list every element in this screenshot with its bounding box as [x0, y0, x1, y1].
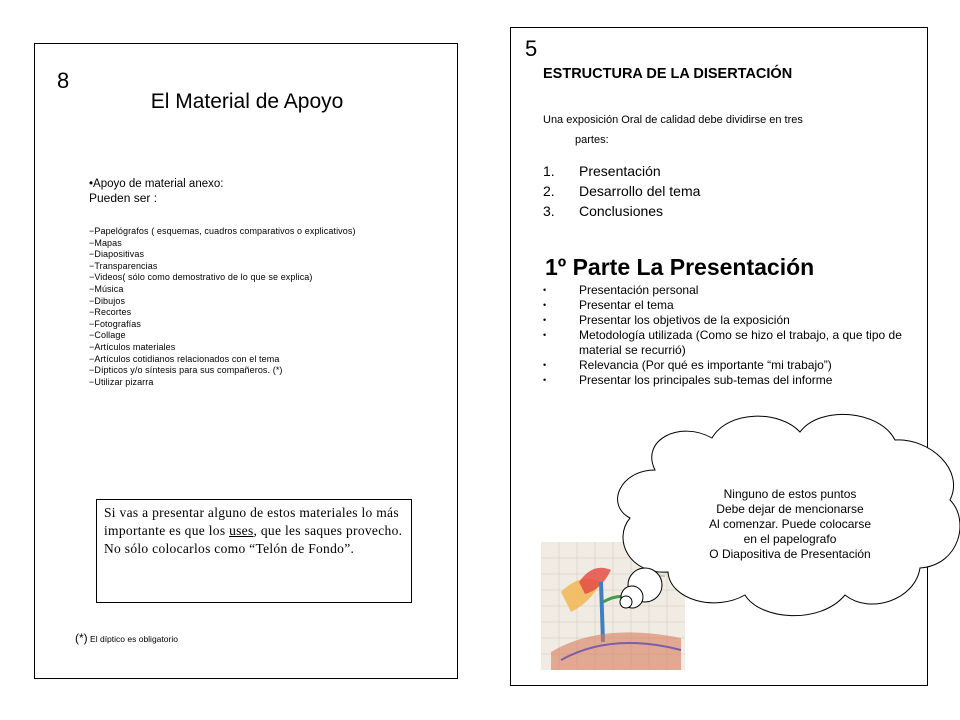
cloud-line: O Diapositiva de Presentación [709, 547, 871, 561]
right-slide-number: 5 [525, 36, 538, 61]
material-item: − Artículos cotidianos relacionados con el tema [89, 354, 356, 366]
intro-line-2: Pueden ser : [89, 191, 158, 205]
material-item: − Transparencias [89, 261, 356, 273]
note-text-before: Si vas a presentar alguno de estos materiales lo más importante es que los [104, 505, 399, 538]
material-item: − Recortes [89, 307, 356, 319]
intro-line-1: Apoyo de material anexo: [93, 178, 224, 190]
material-item: − Utilizar pizarra [89, 377, 356, 389]
part-number: 1. [543, 163, 555, 179]
note-underlined: uses [229, 523, 254, 538]
material-item: − Collage [89, 330, 356, 342]
part-number: 3. [543, 203, 555, 219]
cloud-line: Debe dejar de mencionarse [716, 502, 864, 516]
presentation-bullet: • Presentar los principales sub-temas del informe [543, 373, 903, 388]
material-item: − Papelógrafos ( esquemas, cuadros comparativos o explicativos) [89, 226, 356, 238]
material-item: − Artículos materiales [89, 342, 356, 354]
cloud-line: Al comenzar. Puede colocarse [708, 517, 872, 531]
presentation-bullet: • Presentación personal [543, 283, 903, 298]
cloud-line: en el papelografo [743, 532, 837, 546]
right-slide-heading: ESTRUCTURA DE LA DISERTACIÓN [543, 66, 793, 82]
bullet-dot-icon: • [89, 178, 94, 190]
right-intro-line-2: partes: [575, 134, 609, 146]
footnote-mark: (*) [75, 631, 88, 645]
material-item: − Diapositivas [89, 249, 356, 261]
part-title: 1º Parte La Presentación [545, 254, 815, 280]
part-label: Desarrollo del tema [579, 183, 701, 199]
material-item: − Mapas [89, 238, 356, 250]
material-item: − Videos( sólo como demostrativo de lo que se explica) [89, 272, 356, 284]
part-label: Conclusiones [579, 203, 664, 219]
part-number: 2. [543, 183, 555, 199]
left-slide-number: 8 [57, 68, 70, 93]
cloud-callout-text [680, 487, 900, 562]
material-item: − Música [89, 284, 356, 296]
right-intro-line-1: Una exposición Oral de calidad debe dividirse en tres [543, 114, 803, 126]
material-item: − Dibujos [89, 296, 356, 308]
note-text-after: , que les saques provecho. No sólo colocarlos como “Telón de Fondo”. [104, 523, 403, 556]
left-slide-title: El Material de Apoyo [150, 90, 344, 113]
material-item: − Dípticos y/o síntesis para sus compañeros. (*) [89, 365, 356, 377]
cloud-line: Ninguno de estos puntos [723, 487, 857, 501]
part-label: Presentación [579, 163, 661, 179]
footnote-text: El díptico es obligatorio [90, 634, 178, 644]
presentation-bullet: • Presentar los objetivos de la exposición [543, 313, 903, 328]
presentation-bullet: • Presentar el tema [543, 298, 903, 313]
presentation-bullet: • Metodología utilizada (Como se hizo el trabajo, a que tipo de material se recurrió) [543, 328, 903, 358]
presentation-bullet: • Relevancia (Por qué es importante “mi trabajo”) [543, 358, 903, 373]
material-item: − Fotografías [89, 319, 356, 331]
